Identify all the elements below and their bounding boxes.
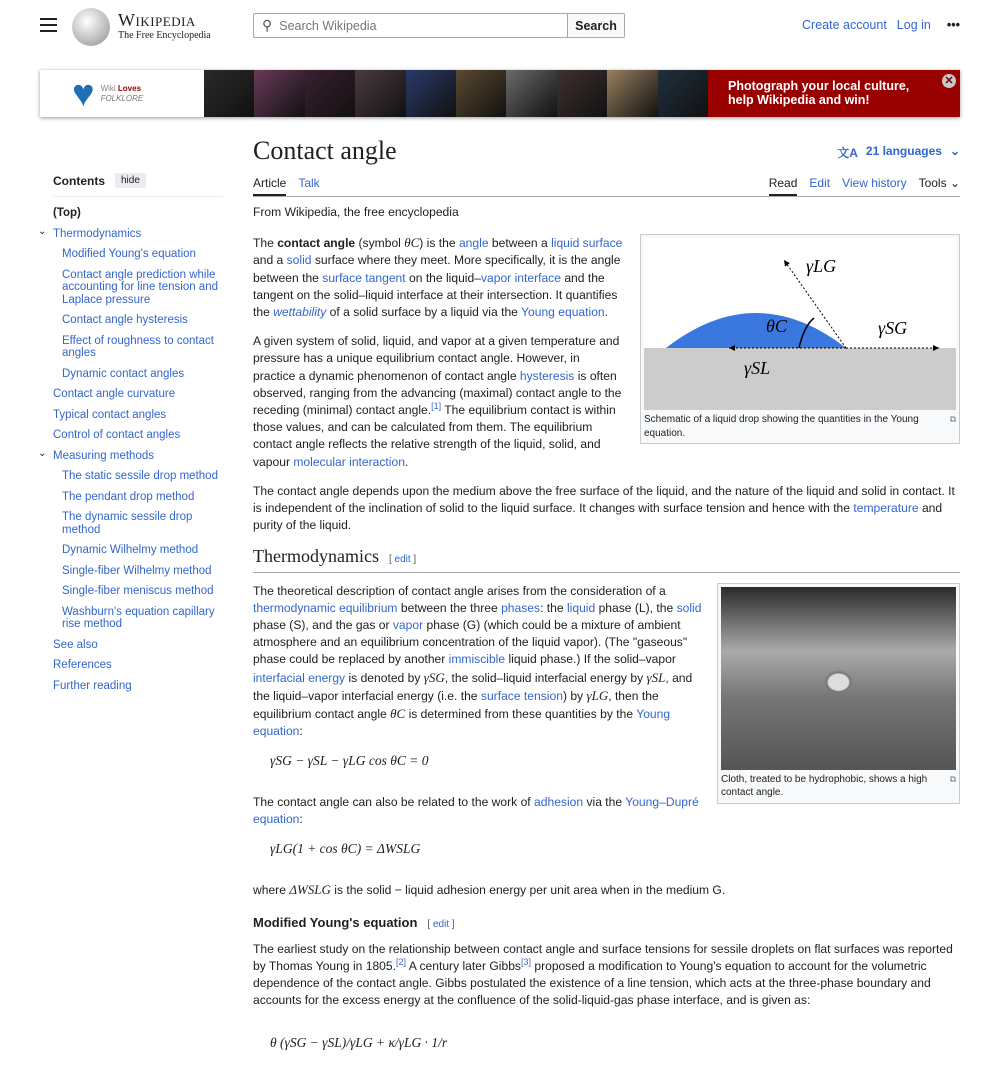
text: is often observed, ranging from the advancing (maximal) contact angle to the receding (minimal) contact angle. — [253, 368, 622, 418]
text: The contact angle depends upon the medium above the free surface of the liquid, and the nature of the liquid and solid in contact. It is independent of the inclination of solid to the liquid surface. It changes with surface tension and hence with the — [253, 483, 955, 516]
citation-link[interactable]: [2] — [396, 956, 407, 967]
tagline: From Wikipedia, the free encyclopedia — [253, 205, 459, 219]
tab-read[interactable]: Read — [769, 176, 798, 196]
bold-term: contact angle — [277, 236, 356, 251]
toc-item-label: Effect of roughness to contact angles — [62, 334, 214, 359]
gibbs-equation: θ (γSG − γSL)/γLG + κ/γLG · 1/r — [270, 1034, 448, 1050]
toc-item[interactable] — [53, 269, 223, 307]
text: , then the equilibrium contact angle — [253, 688, 659, 722]
citation-link[interactable]: [1] — [431, 401, 442, 411]
banner-photo — [506, 70, 556, 117]
login-link[interactable]: Log in — [896, 18, 931, 32]
text: of a solid surface by a liquid via the — [326, 305, 522, 320]
search-input[interactable] — [254, 14, 567, 37]
toc-item[interactable] — [53, 606, 223, 631]
enlarge-icon[interactable]: ⧉ — [949, 414, 956, 425]
wordmark-tagline: The Free Encyclopedia — [118, 30, 211, 41]
heading-text: Modified Young's equation — [253, 914, 418, 930]
text: The equilibrium contact is within those values, and can be calculated from them. The equilibrium contact angle reflects the relative strength of the liquid, solid, and vapour — [253, 403, 616, 469]
math-symbol: θC — [390, 706, 406, 722]
wiki-link[interactable]: hysteresis — [519, 368, 575, 383]
toc-item-label: Thermodynamics — [53, 227, 142, 240]
toc-item[interactable] — [53, 639, 223, 652]
text: and a — [253, 253, 287, 268]
hydrophobic-cloth-photo[interactable] — [721, 587, 956, 770]
heading-text: Thermodynamics — [253, 546, 379, 567]
toc-item[interactable] — [53, 429, 223, 442]
toc-item-label: The static sessile drop method — [62, 470, 218, 482]
text: between the three — [397, 600, 502, 615]
chevron-down-icon: ⌄ — [949, 176, 960, 190]
text: phase (L), the — [595, 600, 677, 615]
search-icon: ⚲ — [262, 17, 273, 33]
young-schematic-image[interactable] — [644, 238, 956, 410]
label-gamma-sl: γSL — [744, 358, 771, 379]
toc-item-label: Single-fiber Wilhelmy method — [62, 564, 212, 577]
tools-label: Tools — [918, 176, 947, 190]
toc-title: Contents — [53, 173, 105, 188]
logo-text: Wiki — [100, 83, 118, 93]
text: and purity of the liquid. — [253, 501, 943, 533]
tab-talk[interactable]: Talk — [298, 176, 320, 190]
text: between a — [488, 236, 552, 251]
wiki-link[interactable]: temperature — [853, 501, 919, 516]
section-heading-thermodynamics: Thermodynamics [ edit ] — [253, 548, 960, 572]
text: ) is the — [419, 236, 459, 251]
wiki-loves-folklore-logo — [40, 70, 204, 117]
text: proposed a modification to Young's equation to account for the volumetric dependence of the contact angle. Gibbs postulated the existence of a line tension, which acts at the three-phase boundary and accounts for the excess energy at the confluence of the solid-liquid-gas phase interface, and is given as: — [253, 958, 931, 1008]
banner-photo — [305, 70, 355, 117]
text: ) by — [562, 688, 587, 703]
math-symbol: γSG — [423, 669, 445, 685]
table-of-contents — [38, 173, 223, 700]
toc-item-label: Measuring methods — [53, 449, 154, 462]
search-form — [253, 13, 625, 38]
text: and the tangent on the solid–liquid interface at their intersection. It quantifies the — [253, 270, 618, 320]
wordmark-title: Wikipedia — [118, 10, 196, 30]
text: (symbol — [355, 236, 405, 251]
text: , the solid–liquid interfacial energy by — [444, 670, 647, 685]
banner-cta[interactable] — [708, 70, 960, 117]
main-menu-button[interactable] — [40, 18, 57, 32]
text: A given system of solid, liquid, and vapor at a given temperature and pressure has a unique equilibrium contact angle. However, in practice a dynamic phenomenon of contact angle — [253, 334, 620, 383]
banner-photo — [204, 70, 254, 117]
citation-link[interactable]: [3] — [520, 956, 531, 967]
logo-text-loves: Loves — [117, 83, 142, 93]
tab-view-history[interactable]: View history — [842, 176, 907, 190]
wiki-link[interactable]: adhesion — [534, 794, 584, 809]
search-placeholder: Search Wikipedia — [279, 18, 377, 33]
wiki-link[interactable]: surface tension — [480, 688, 563, 703]
tools-menu[interactable] — [919, 176, 960, 190]
toc-hide-button[interactable]: hide — [115, 173, 146, 188]
wiki-link[interactable]: Young equation — [253, 707, 671, 739]
toc-item[interactable] — [53, 207, 223, 220]
text: . — [604, 305, 609, 320]
logo-text-folklore: FOLKLORE — [100, 93, 144, 103]
toc-item[interactable] — [53, 544, 223, 557]
text: The earliest study on the relationship between contact angle and surface tensions for sessile droplets on flat surfaces was reported by Thomas Young in 1805. — [253, 941, 953, 973]
toc-item-label: Single-fiber meniscus method — [62, 585, 214, 597]
toc-item[interactable] — [53, 565, 223, 578]
text: is denoted by — [345, 670, 424, 685]
text: The — [253, 236, 278, 251]
toc-item[interactable] — [53, 491, 223, 504]
toc-item[interactable] — [53, 368, 223, 381]
toc-item-label: Typical contact angles — [53, 408, 167, 421]
page-tabs — [253, 176, 960, 197]
toc-item[interactable] — [53, 585, 223, 598]
user-links — [802, 18, 960, 32]
close-banner-button[interactable]: ✕ — [942, 74, 956, 88]
text: on the liquid– — [405, 270, 481, 285]
toc-item-label: The pendant drop method — [62, 490, 195, 503]
wiki-link[interactable]: vapor — [392, 618, 424, 633]
search-button[interactable]: Search — [567, 14, 624, 37]
page-title: Contact angle — [253, 136, 397, 165]
tab-article[interactable]: Article — [253, 176, 286, 196]
text: via the — [583, 794, 626, 809]
wiki-link[interactable]: solid — [286, 253, 312, 268]
toc-item[interactable] — [38, 447, 223, 463]
toc-item[interactable] — [53, 314, 223, 327]
wiki-link[interactable]: molecular interaction — [293, 454, 405, 469]
toc-item-label: The dynamic sessile drop method — [62, 511, 193, 536]
section-heading-modified-young: Modified Young's equation [ edit ] — [253, 914, 455, 930]
banner-photo — [658, 70, 708, 117]
banner-photo — [456, 70, 506, 117]
text: The theoretical description of contact angle arises from the consideration of a — [253, 583, 666, 598]
toc-item-label: Modified Young's equation — [62, 248, 196, 260]
enlarge-icon[interactable]: ⧉ — [949, 773, 956, 784]
create-account-link[interactable]: Create account — [802, 18, 887, 32]
figure-caption: Schematic of a liquid drop showing the quantities in the Young equation. — [644, 414, 919, 439]
wiki-link[interactable]: phases — [501, 600, 541, 615]
text: is the solid − liquid adhesion energy per unit area when in the medium G. — [330, 883, 726, 898]
figure-caption: Cloth, treated to be hydrophobic, shows a high contact angle. — [721, 773, 928, 799]
toc-item-label: Control of contact angles — [53, 429, 181, 441]
toc-item[interactable] — [53, 659, 223, 672]
math-symbol: ΔWSLG — [289, 882, 331, 898]
label-theta-c: θC — [766, 316, 787, 337]
wordmark[interactable] — [118, 10, 211, 41]
text: : — [299, 811, 303, 826]
wiki-link[interactable]: angle — [458, 236, 489, 251]
wiki-link[interactable]: immiscible — [448, 652, 506, 667]
figure-young-schematic — [640, 234, 960, 444]
article-body — [253, 204, 960, 1075]
language-button[interactable] — [837, 144, 960, 161]
figure-cloth-photo — [717, 583, 960, 804]
banner-photo — [557, 70, 607, 117]
young-equation: γSG − γSL − γLG cos θC = 0 — [270, 753, 429, 769]
edit-section-link[interactable]: edit — [394, 554, 411, 566]
liquid-drop — [666, 313, 846, 348]
wiki-link[interactable]: liquid — [566, 600, 596, 615]
text: phase (S), and the gas or — [253, 618, 393, 633]
paragraph — [253, 483, 960, 535]
toc-item-label: Contact angle curvature — [53, 388, 176, 400]
wiki-link[interactable]: liquid surface — [551, 236, 623, 251]
math-symbol: θC — [404, 235, 420, 251]
wiki-link[interactable]: interfacial energy — [253, 670, 346, 685]
label-gamma-sg: γSG — [878, 318, 908, 339]
wiki-link[interactable]: thermodynamic equilibrium — [253, 600, 398, 615]
toc-item-label: Dynamic Wilhelmy method — [62, 544, 199, 556]
banner-photo — [254, 70, 304, 117]
banner-photo — [607, 70, 657, 117]
wiki-link[interactable]: surface tangent — [322, 270, 406, 285]
toc-item[interactable] — [53, 680, 223, 693]
toc-item-label: (Top) — [53, 207, 81, 219]
tab-edit[interactable]: Edit — [809, 176, 831, 190]
toc-item[interactable] — [53, 248, 223, 261]
wiki-link[interactable]: Young–Dupré equation — [253, 794, 699, 826]
wikipedia-globe-logo[interactable] — [72, 8, 110, 46]
toc-item[interactable] — [53, 470, 223, 483]
toc-item[interactable] — [53, 409, 223, 422]
banner-photo — [406, 70, 456, 117]
banner-photo — [355, 70, 405, 117]
chevron-down-icon[interactable]: ⌄ — [38, 225, 47, 237]
toc-item-label: References — [53, 659, 112, 671]
solid-surface — [644, 348, 956, 410]
toc-item[interactable] — [53, 511, 223, 536]
wiki-link[interactable]: Young equation — [521, 305, 605, 320]
wiki-link[interactable]: vapor interface — [480, 270, 561, 285]
toc-item-label: Contact angle hysteresis — [62, 314, 188, 326]
banner-photos — [204, 70, 708, 117]
paragraph — [253, 941, 960, 1010]
wiki-link[interactable]: solid — [676, 600, 702, 615]
toc-item-label: Further reading — [53, 679, 132, 692]
edit-section-link[interactable]: edit — [432, 918, 450, 930]
chevron-down-icon[interactable]: ⌄ — [38, 447, 47, 459]
text: where — [253, 883, 290, 898]
text: : — [299, 724, 303, 739]
toc-item-label: Contact angle prediction while accounting for line tension and Laplace pressure — [62, 268, 218, 306]
text: The contact angle can also be related to the work of — [253, 794, 535, 809]
text: phase (G) (which could be a mixture of ambient atmosphere and an equilibrium concentration of the liquid vapor). (The "gaseous" phase could be replaced by another — [253, 618, 688, 667]
label-gamma-lg: γLG — [806, 256, 837, 277]
chevron-down-icon: ⌄ — [949, 144, 960, 158]
paragraph — [253, 881, 960, 899]
wiki-link[interactable]: wettability — [273, 305, 327, 320]
text: , and the liquid–vapor interfacial energy (i.e. the — [253, 670, 693, 703]
text: : the — [540, 600, 567, 615]
toc-item[interactable] — [53, 388, 223, 401]
translate-icon: 文A — [837, 146, 858, 160]
more-options-icon[interactable]: ••• — [946, 18, 960, 32]
banner-cta-text: Photograph your local culture, help Wikipedia and win! — [728, 79, 910, 107]
toc-item-label: Dynamic contact angles — [62, 367, 185, 380]
toc-item-label: Washburn's equation capillary rise method — [62, 605, 215, 630]
math-symbol: γLG — [586, 687, 609, 703]
toc-item-label: See also — [53, 638, 98, 651]
math-symbol: γSL — [646, 669, 666, 685]
text: . — [404, 454, 409, 469]
text: is determined from these quantities by the — [405, 707, 637, 722]
text: liquid phase.) If the solid–vapor — [505, 652, 676, 667]
young-dupre-equation: γLG(1 + cos θC) = ΔWSLG — [270, 841, 421, 857]
heart-puzzle-icon: ♥ — [72, 72, 95, 115]
text: A century later Gibbs — [406, 958, 521, 973]
text: surface where they meet. More specifically, it is the angle between the — [253, 253, 621, 285]
toc-item[interactable] — [53, 335, 223, 360]
campaign-banner[interactable] — [40, 70, 960, 117]
languages-label: 21 languages — [865, 144, 942, 158]
toc-item[interactable] — [38, 225, 223, 241]
